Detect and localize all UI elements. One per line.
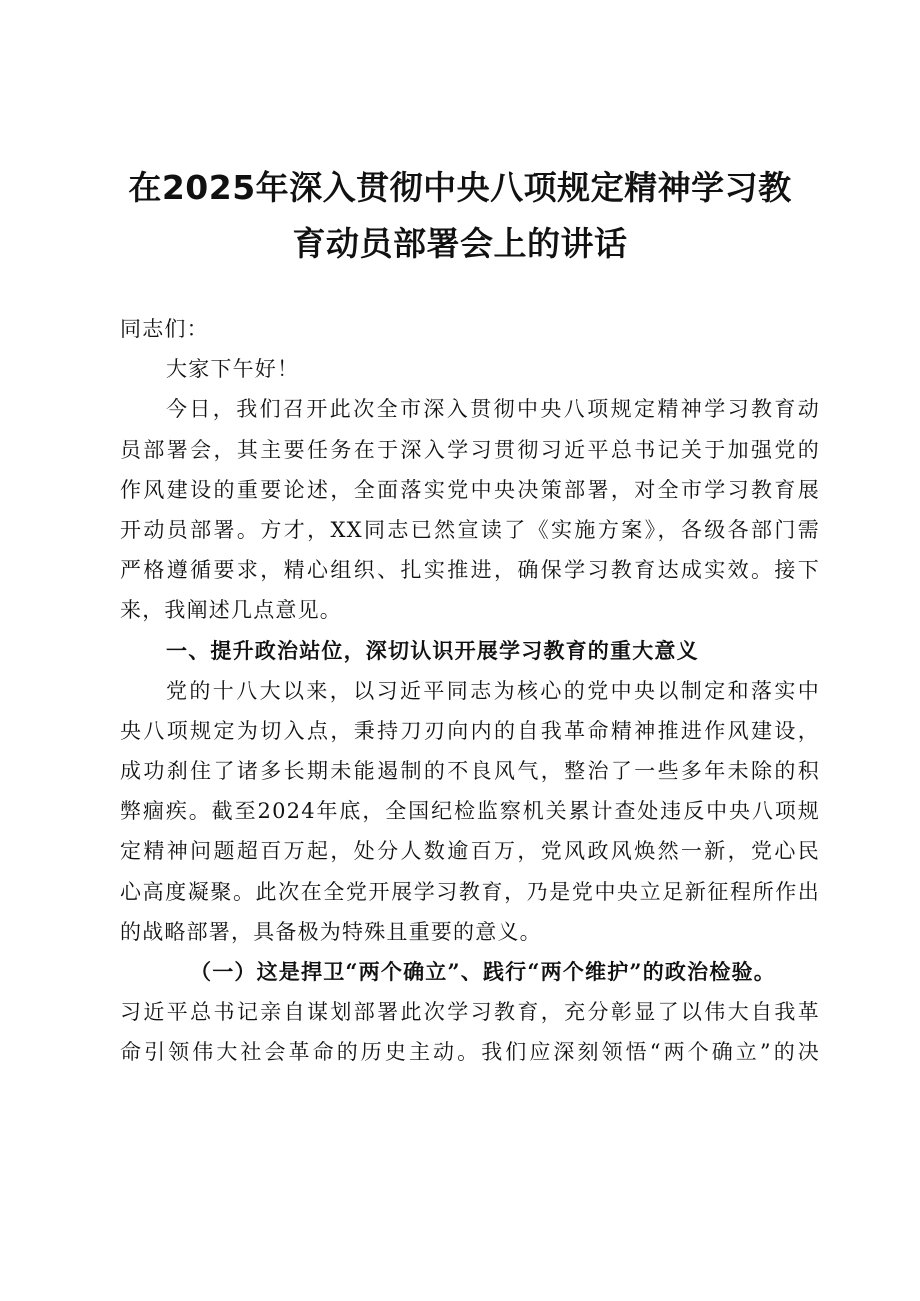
- section-paragraph-line: 党的十八大以来，以习近平同志为核心的党中央以制定和落实中: [166, 678, 820, 703]
- intro-paragraph-line: 今日，我们召开此次全市深入贯彻中央八项规定精神学习教育动: [166, 397, 820, 422]
- section-paragraph-line: 的战略部署，具备极为特殊且重要的意义。: [120, 919, 542, 944]
- intro-paragraph-line: 作风建设的重要论述，全面落实党中央决策部署，对全市学习教育展: [120, 477, 820, 502]
- intro-paragraph-line: 来，我阐述几点意见。: [120, 598, 342, 623]
- section-paragraph-line: 成功刹住了诸多长期未能遏制的不良风气，整治了一些多年未除的积: [120, 759, 820, 784]
- subsection-paragraph-line: 习近平总书记亲自谋划部署此次学习教育，充分彰显了以伟大自我革: [120, 1000, 820, 1025]
- title-line: 在2025年深入贯彻中央八项规定精神学习教: [128, 168, 792, 207]
- subsection-heading: （一）这是捍卫“两个确立”、践行“两个维护”的政治检验。: [190, 959, 776, 984]
- document-body: [120, 309, 820, 1073]
- intro-paragraph-line: 开动员部署。方才，XX同志已然宣读了《实施方案》，各级各部门需: [120, 517, 820, 542]
- salutation: 同志们：: [120, 317, 209, 341]
- intro-paragraph-line: 员部署会，其主要任务在于深入学习贯彻习近平总书记关于加强党的: [120, 437, 820, 462]
- section-paragraph-line: 央八项规定为切入点，秉持刀刃向内的自我革命精神推进作风建设，: [120, 718, 820, 743]
- title-line: 育动员部署会上的讲话: [292, 224, 628, 263]
- intro-paragraph-line: 严格遵循要求，精心组织、扎实推进，确保学习教育达成实效。接下: [120, 558, 820, 583]
- greeting: 大家下午好！: [166, 357, 300, 382]
- subsection-paragraph-line: 命引领伟大社会革命的历史主动。我们应深刻领悟“两个确立”的决: [120, 1040, 820, 1065]
- section-paragraph-line: 弊痼疾。截至2024年底，全国纪检监察机关累计查处违反中央八项规: [120, 799, 820, 824]
- section-paragraph-line: 定精神问题超百万起，处分人数逾百万，党风政风焕然一新，党心民: [120, 839, 820, 864]
- section-heading: 一、提升政治站位，深切认识开展学习教育的重大意义: [166, 637, 699, 663]
- section-paragraph-line: 心高度凝聚。此次在全党开展学习教育，乃是党中央立足新征程所作出: [120, 879, 820, 904]
- document-title: [100, 160, 820, 272]
